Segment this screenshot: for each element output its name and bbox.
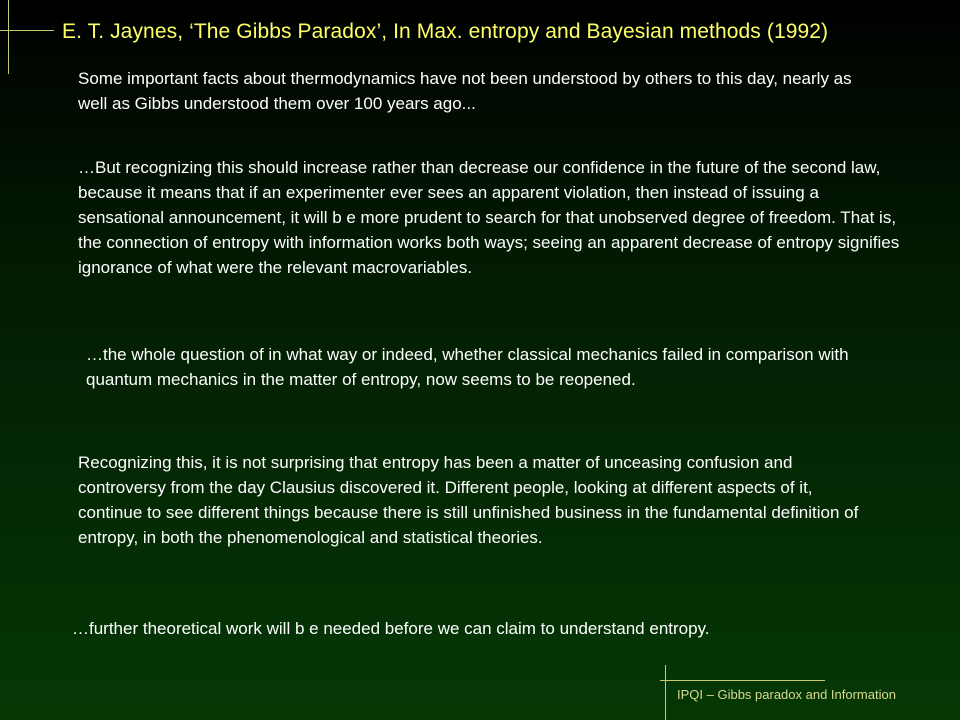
slide-title: E. T. Jaynes, ‘The Gibbs Paradox’, In Max. entropy and Bayesian methods (1992) bbox=[62, 20, 829, 43]
quote-paragraph-2: …But recognizing this should increase rather than decrease our confidence in the future of the second law, because it means that if an experimenter ever sees an apparent violation, then instead of issuing a sensational announcement, it will b e more prudent to search for that unobserved degree of freedom. That is, the connection of entropy with information works both ways; seeing an apparent decrease of entropy signifies ignorance of what were the relevant macrovariables. bbox=[78, 158, 900, 277]
top-left-horizontal-line bbox=[0, 30, 54, 31]
quote-paragraph-4: Recognizing this, it is not surprising that entropy has been a matter of unceasing confusion and controversy from the day Clausius discovered it. Different people, looking at different aspects of it, continue to see different things because there is still unfinished business in the fundamental definition of entropy, in both the phenomenological and statistical theories. bbox=[78, 453, 859, 547]
quote-paragraph-3: …the whole question of in what way or indeed, whether classical mechanics failed in comparison with quantum mechanics in the matter of entropy, now seems to be reopened. bbox=[86, 345, 849, 389]
footer-caption: IPQI – Gibbs paradox and Information bbox=[677, 687, 896, 702]
bottom-right-vertical-line bbox=[665, 665, 666, 720]
quote-paragraph-5: …further theoretical work will b e needed before we can claim to understand entropy. bbox=[72, 619, 710, 638]
top-left-vertical-line bbox=[8, 0, 9, 74]
quote-paragraph-1: Some important facts about thermodynamics have not been understood by others to this day, nearly as well as Gibbs understood them over 100 years ago... bbox=[78, 69, 852, 113]
bottom-right-horizontal-line bbox=[660, 680, 825, 681]
